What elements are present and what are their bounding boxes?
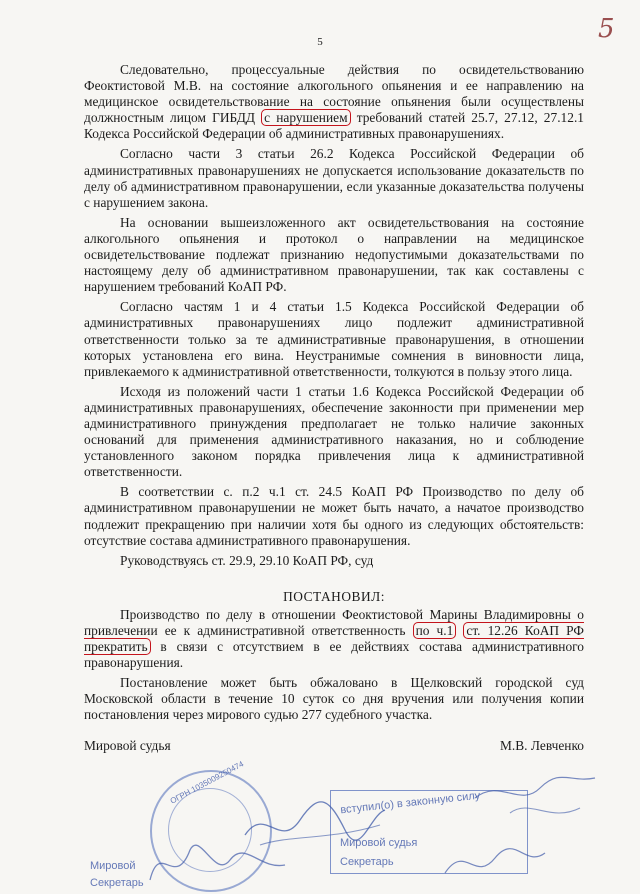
round-seal-text: ОГРН 1035009250474: [168, 759, 246, 806]
left-stamp-label: Секретарь: [90, 877, 144, 889]
handwritten-page-number: 5: [598, 14, 615, 44]
document-body: [84, 62, 584, 754]
resolution-heading: ПОСТАНОВИЛ:: [283, 588, 385, 604]
secretary-signature-right: [440, 838, 550, 888]
judge-title: Мировой судья: [84, 737, 171, 753]
legal-force-stamp-line: Секретарь: [340, 856, 394, 868]
legal-force-stamp-line: Мировой судья: [340, 837, 418, 849]
text-span: Следовательно, процессуальные действия по освидетельствованию Феоктистовой М.В. на состояние алкогольного опьянения и ее направлению на медицинское освидетельствование на состояние опьянения были осуществлены должностным лицом ГИБДД: [84, 62, 584, 126]
red-highlight-mark: с нарушением: [261, 109, 350, 126]
resolution-paragraph: [84, 607, 584, 671]
red-highlight-mark: по ч.1: [413, 622, 457, 639]
paragraph: Руководствуясь ст. 29.9, 29.10 КоАП РФ, суд: [120, 552, 374, 568]
red-highlight-mark: ст. 12.26 КоАП РФ прекратить: [84, 623, 584, 655]
paragraph: Согласно частям 1 и 4 статьи 1.5 Кодекса Российской Федерации об административных правонарушениях лицо подлежит административной ответственности только за те административные правонарушения, в отношении которых установлена его вина. Неустранимые сомнения в виновности лица, привлекаемого к административной ответственности, толкуются в пользу этого лица.: [84, 299, 584, 379]
text-span: требований статей 25.7, 27.12, 27.12.1 Кодекса Российской Федерации об административных правонарушениях.: [84, 110, 584, 142]
paragraph: Согласно части 3 статьи 26.2 Кодекса Российской Федерации об административных правонарушениях не допускается использование доказательств по делу об административном правонарушении, если указанные доказательства получены с нарушением закона.: [84, 146, 584, 210]
left-stamp-label: Мировой: [90, 860, 136, 872]
secretary-signature: [140, 830, 290, 890]
stamp-signature: [470, 768, 600, 828]
paragraph: В соответствии с. п.2 ч.1 ст. 24.5 КоАП РФ Производство по делу об административном правонарушении не может быть начато, а начатое производство подлежит прекращению при наличии хотя бы одного из следующих обстоятельств: отсутствие состава административного правонарушения.: [84, 484, 584, 548]
page-number: 5: [317, 36, 323, 48]
text-span: Производство по делу в отношении Феоктистовой Марины Владимировны о привлечении ее к административной ответственность: [84, 606, 584, 638]
paragraph: [84, 62, 584, 142]
appeal-paragraph: Постановление может быть обжаловано в Щелковский городской суд Московской области в течение 10 суток со дня вручения или получения копии постановления через мирового судью 277 судебного участка.: [84, 675, 584, 723]
paragraph: Исходя из положений части 1 статьи 1.6 Кодекса Российской Федерации об административных правонарушениях, обеспечение законности при применении мер административного принуждения предполагает не только наличие законных оснований для применения административного наказания, но и соблюдение установленного законом порядка привлечения лица к административной ответственности.: [84, 383, 584, 480]
judge-name: М.В. Левченко: [500, 737, 584, 753]
legal-force-stamp-line: вступил(о) в законную силу: [339, 789, 481, 817]
paragraph: На основании вышеизложенного акт освидетельствования на состояние алкогольного опьянения и протокол о направлении на медицинское освидетельствование подлежат признанию недопустимыми доказательствами по настоящему делу об административном правонарушении, так как составлены с нарушением требований КоАП РФ.: [84, 214, 584, 295]
signature-line: [84, 738, 584, 754]
text-span: в связи с отсутствием в ее действиях состава административного правонарушения.: [84, 639, 584, 671]
